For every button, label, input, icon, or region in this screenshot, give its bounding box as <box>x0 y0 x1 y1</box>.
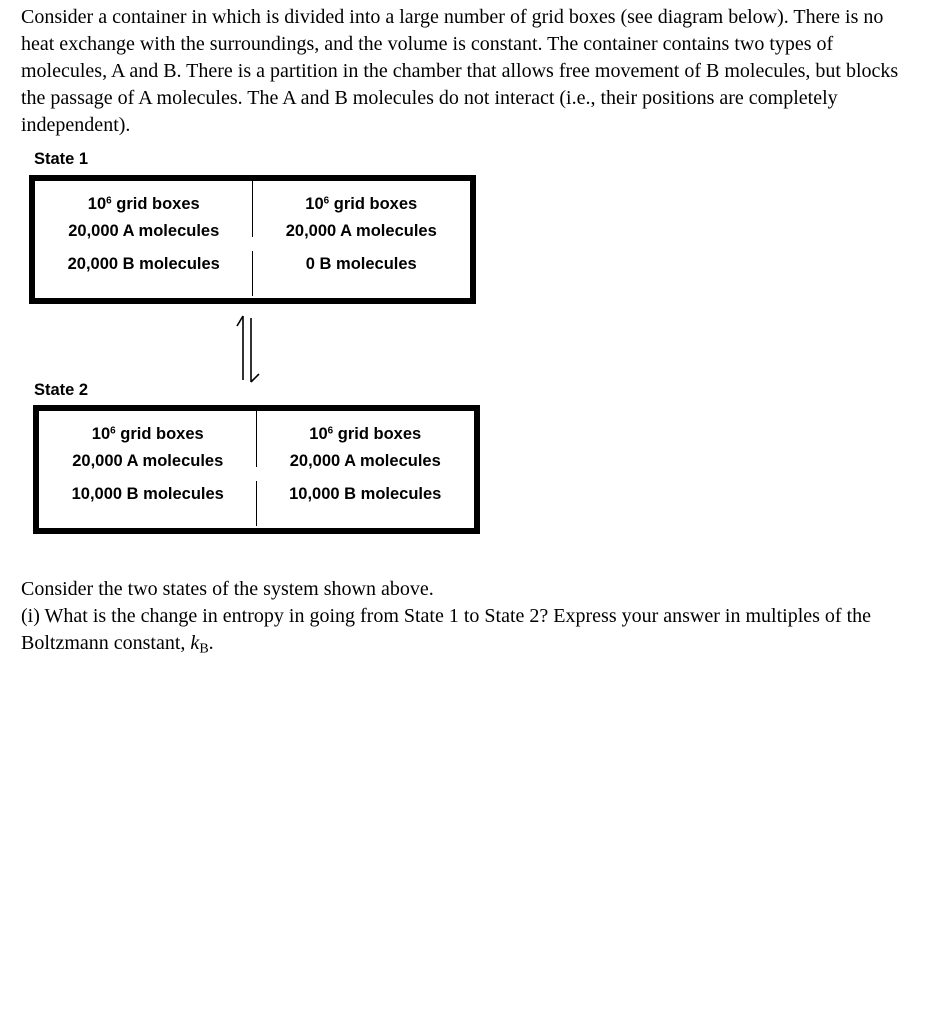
state-1-left-chamber <box>35 181 253 298</box>
b-molecules-count: 10,000 B molecules <box>289 485 442 503</box>
state-2-label: State 2 <box>34 381 89 399</box>
grid-boxes-count: $10^6$ grid boxes <box>309 425 422 443</box>
a-molecules-count: 20,000 A molecules <box>72 452 224 470</box>
a-molecules-count: 20,000 A molecules <box>289 452 441 470</box>
b-molecules-count: 20,000 B molecules <box>67 255 220 273</box>
grid-boxes-count: $10^6$ grid boxes <box>87 195 200 213</box>
state-1-label: State 1 <box>34 150 89 168</box>
partition-lower <box>252 251 254 296</box>
state-1-container <box>29 175 476 304</box>
b-molecules-count: 10,000 B molecules <box>71 485 224 503</box>
problem-intro-text: Consider a container in which is divided into a large number of grid boxes (see diagram below). There is no heat exchange with the surroundings, and the volume is constant. The container contains two types of molecules, A and B. There is a partition in the chamber that allows free movement of B molecules, but blocks the passage of A molecules. The A and B molecules do not interact (i.e., their positions are completely independent). <box>21 6 899 136</box>
state-1-right-chamber <box>253 181 471 298</box>
b-molecules-count: 0 B molecules <box>305 255 417 273</box>
state-2-left-chamber <box>39 411 257 528</box>
partition-upper <box>256 411 258 467</box>
equilibrium-arrows-icon <box>234 312 270 386</box>
question-text: (i) What is the change in entropy in going from State 1 to State 2? Express your answer in multiples of the Boltzmann constant, $k_B$. <box>21 605 871 657</box>
grid-boxes-count: $10^6$ grid boxes <box>305 195 418 213</box>
a-molecules-count: 20,000 A molecules <box>68 222 220 240</box>
a-molecules-count: 20,000 A molecules <box>285 222 437 240</box>
state-2-right-chamber <box>257 411 475 528</box>
question-context: Consider the two states of the system shown above. <box>21 578 434 600</box>
state-2-container <box>33 405 480 534</box>
partition-lower <box>256 481 258 526</box>
boltzmann-constant-symbol: $k_B$ <box>190 632 209 657</box>
partition-upper <box>252 181 254 237</box>
grid-boxes-count: $10^6$ grid boxes <box>91 425 204 443</box>
